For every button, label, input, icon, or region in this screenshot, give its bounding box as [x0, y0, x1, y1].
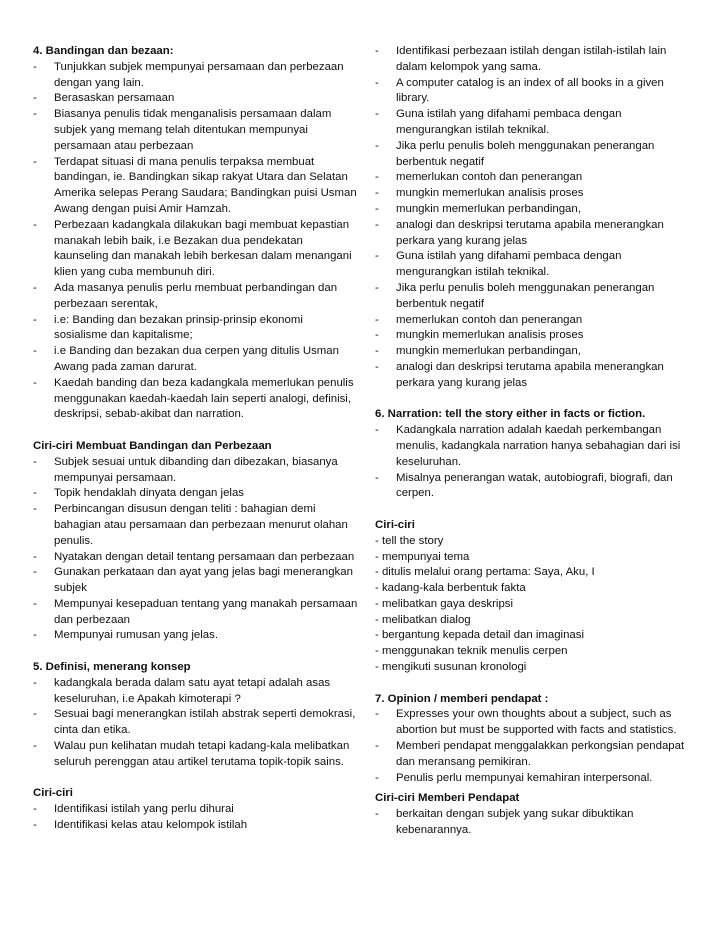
list-item: - Identifikasi istilah yang perlu dihurai — [33, 803, 234, 816]
section-bandingan — [33, 44, 358, 423]
section-heading: Ciri-ciri — [375, 518, 415, 531]
left-column — [33, 44, 358, 850]
list-item: - Mempunyai kesepaduan tentang yang manakah persamaan dan perbezaan — [33, 597, 358, 626]
section-ciri-bandingan — [33, 439, 358, 644]
list-item: - menggunakan teknik menulis cerpen — [375, 645, 568, 658]
list-item: - mungkin memerlukan perbandingan, — [375, 202, 581, 215]
list-item: - Sesuai bagi menerangkan istilah abstrak seperti demokrasi, cinta dan etika. — [33, 708, 356, 737]
list-item: - kadang-kala berbentuk fakta — [375, 582, 526, 595]
list-item: - Memberi pendapat menggalakkan perkongsian pendapat dan meransang pemikiran. — [375, 740, 685, 768]
section-heading: Ciri-ciri — [33, 787, 73, 800]
list-item: - Guna istilah yang difahami pembaca dengan mengurangkan istilah teknikal. — [375, 250, 622, 279]
list-item: - Terdapat situasi di mana penulis terpaksa membuat bandingan, ie. Bandingkan sikap rakyat Utara dan Selatan Amerika selepas Perang Saudara; Bandingkan puisi Usman Awang dengan puisi Amir Hamzah. — [33, 155, 357, 215]
list-item: - i.e Banding dan bezakan dua cerpen yang ditulis Usman Awang pada zaman darurat. — [33, 345, 339, 373]
list-item: - Jika perlu penulis boleh menggunakan penerangan berbentuk negatif — [375, 139, 655, 168]
list-item: - Biasanya penulis tidak menganalisis persamaan dalam subjek yang memang telah ditentukan mempunyai persamaan atau perbezaan — [33, 108, 332, 152]
list-item: - mempunyai tema — [375, 550, 470, 563]
right-column — [375, 44, 700, 855]
list-item: - memerlukan contoh dan penerangan — [375, 171, 583, 184]
list-item: - Berasaskan persamaan — [33, 92, 175, 105]
section-narration — [375, 407, 700, 502]
section-heading: Ciri-ciri Memberi Pendapat — [375, 792, 520, 805]
list-item: - Ada masanya penulis perlu membuat perbandingan dan perbezaan serentak, — [33, 281, 338, 310]
list-item: - Identifikasi perbezaan istilah dengan istilah-istilah lain dalam kelompok yang sama. — [375, 45, 667, 73]
list-item: - Identifikasi kelas atau kelompok istilah — [33, 819, 248, 832]
list-item: - analogi dan deskripsi terutama apabila menerangkan perkara yang kurang jelas — [375, 360, 664, 389]
list-item: - A computer catalog is an index of all books in a given library. — [375, 76, 664, 105]
section-heading: Ciri-ciri Membuat Bandingan dan Perbezaan — [33, 439, 272, 452]
list-item: - kadangkala berada dalam satu ayat tetapi adalah asas keseluruhan, i.e Apakah kimoterapi ? — [33, 676, 331, 705]
list-item: - Misalnya penerangan watak, autobiografi, biografi, dan cerpen. — [375, 471, 673, 500]
list-item: - i.e: Banding dan bezakan prinsip-prinsip ekonomi sosialisme dan kapitalisme; — [33, 313, 303, 342]
list-item: - berkaitan dengan subjek yang sukar dibuktikan kebenarannya. — [375, 808, 634, 837]
list-item: - Perbincangan disusun dengan teliti : bahagian demi bahagian atau persamaan dan perbezaan menurut olahan penulis. — [33, 503, 348, 547]
list-item: - Expresses your own thoughts about a subject, such as abortion but must be supported with facts and statistics. — [375, 708, 677, 737]
list-item: - Tunjukkan subjek mempunyai persamaan dan perbezaan dengan yang lain. — [33, 60, 344, 89]
list-item: - Guna istilah yang difahami pembaca dengan mengurangkan istilah teknikal. — [375, 108, 622, 136]
list-item: - mungkin memerlukan perbandingan, — [375, 345, 581, 358]
list-item: - Mempunyai rumusan yang jelas. — [33, 629, 218, 642]
section-heading: 5. Definisi, menerang konsep — [33, 661, 191, 674]
list-item: - mungkin memerlukan analisis proses — [375, 329, 584, 342]
list-item: - Nyatakan dengan detail tentang persamaan dan perbezaan — [33, 550, 355, 563]
list-item: - Penulis perlu mempunyai kemahiran interpersonal. — [375, 771, 653, 784]
section-ciri-opinion — [375, 791, 700, 838]
list-item: - mungkin memerlukan analisis proses — [375, 187, 584, 200]
list-item: - mengikuti susunan kronologi — [375, 661, 527, 674]
list-item: - Perbezaan kadangkala dilakukan bagi membuat kepastian manakah lebih baik, i.e Bezakan dua pendekatan kaunseling dan manakah lebih berkesan dalam menangani klien yang cuba membunuh diri. — [33, 218, 352, 279]
section-definisi-continued — [375, 44, 700, 392]
section-opinion — [375, 692, 700, 787]
list-item: - melibatkan gaya deskripsi — [375, 597, 514, 610]
list-item: - tell the story — [375, 534, 444, 547]
list-item: - melibatkan dialog — [375, 613, 471, 626]
section-heading: 4. Bandingan dan bezaan: — [33, 45, 174, 57]
list-item: - memerlukan contoh dan penerangan — [375, 313, 583, 326]
section-ciri-definisi — [33, 786, 358, 833]
section-ciri-narration — [375, 518, 700, 676]
section-heading: 6. Narration: tell the story either in facts or fiction. — [375, 408, 646, 421]
list-item: - Topik hendaklah dinyata dengan jelas — [33, 487, 244, 500]
list-item: - analogi dan deskripsi terutama apabila menerangkan perkara yang kurang jelas — [375, 218, 664, 247]
list-item: - Jika perlu penulis boleh menggunakan penerangan berbentuk negatif — [375, 281, 655, 310]
list-item: - ditulis melalui orang pertama: Saya, Aku, I — [375, 566, 595, 579]
list-item: - Gunakan perkataan dan ayat yang jelas bagi menerangkan subjek — [33, 566, 353, 595]
section-heading: 7. Opinion / memberi pendapat : — [375, 692, 549, 705]
list-item: - bergantung kepada detail dan imaginasi — [375, 629, 584, 642]
list-item: - Kaedah banding dan beza kadangkala memerlukan penulis menggunakan kaedah-kaedah lain seperti analogi, definisi, deskripsi, sebab-akibat dan narration. — [33, 376, 354, 421]
list-item: - Walau pun kelihatan mudah tetapi kadang-kala melibatkan seluruh perenggan atau artikel terutama topik-topik sains. — [33, 740, 350, 768]
list-item: - Kadangkala narration adalah kaedah perkembangan menulis, kadangkala narration hanya sebahagian dari isi keseluruhan. — [375, 424, 681, 468]
list-item: - Subjek sesuai untuk dibanding dan dibezakan, biasanya mempunyai persamaan. — [33, 455, 338, 484]
section-definisi — [33, 660, 358, 771]
